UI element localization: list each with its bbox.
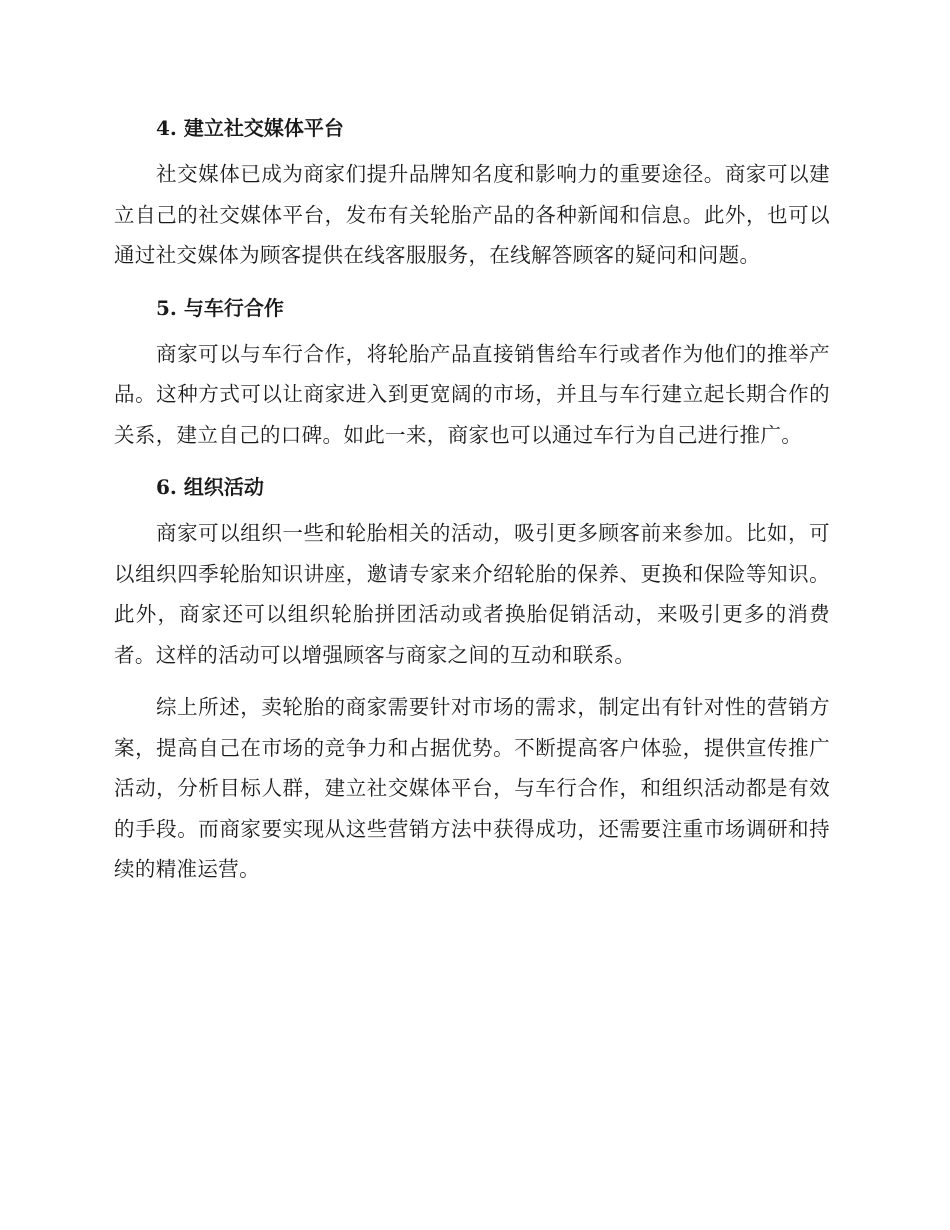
section-car-dealer [114,288,830,456]
section-heading: 5. 与车行合作 [156,295,284,320]
document-page [114,108,830,902]
section-paragraph: 商家可以与车行合作，将轮胎产品直接销售给车行或者作为他们的推举产品。这种方式可以让商家进入到更宽阔的市场，并且与车行建立起长期合作的关系，建立自己的口碑。如此一来，商家也可以通过车行为自己进行推广。 [114,341,830,447]
section-social-media [114,108,830,276]
section-paragraph: 社交媒体已成为商家们提升品牌知名度和影响力的重要途径。商家可以建立自己的社交媒体平台，发布有关轮胎产品的各种新闻和信息。此外，也可以通过社交媒体为顾客提供在线客服服务，在线解答顾客的疑问和问题。 [114,162,830,267]
section-paragraph: 商家可以组织一些和轮胎相关的活动，吸引更多顾客前来参加。比如，可以组织四季轮胎知识讲座，邀请专家来介绍轮胎的保养、更换和保险等知识。此外，商家还可以组织轮胎拼团活动或者换胎促销活动，来吸引更多的消费者。这样的活动可以增强顾客与商家之间的互动和联系。 [114,521,830,667]
section-heading: 4. 建立社交媒体平台 [156,116,344,140]
section-heading: 6. 组织活动 [156,475,264,499]
section-events [114,467,830,675]
conclusion-paragraph: 综上所述，卖轮胎的商家需要针对市场的需求，制定出有针对性的营销方案，提高自己在市场的竞争力和占据优势。不断提高客户体验，提供宣传推广活动，分析目标人群，建立社交媒体平台，与车行合作，和组织活动都是有效的手段。而商家要实现从这些营销方法中获得成功，还需要注重市场调研和持续的精准运营。 [114,695,830,881]
